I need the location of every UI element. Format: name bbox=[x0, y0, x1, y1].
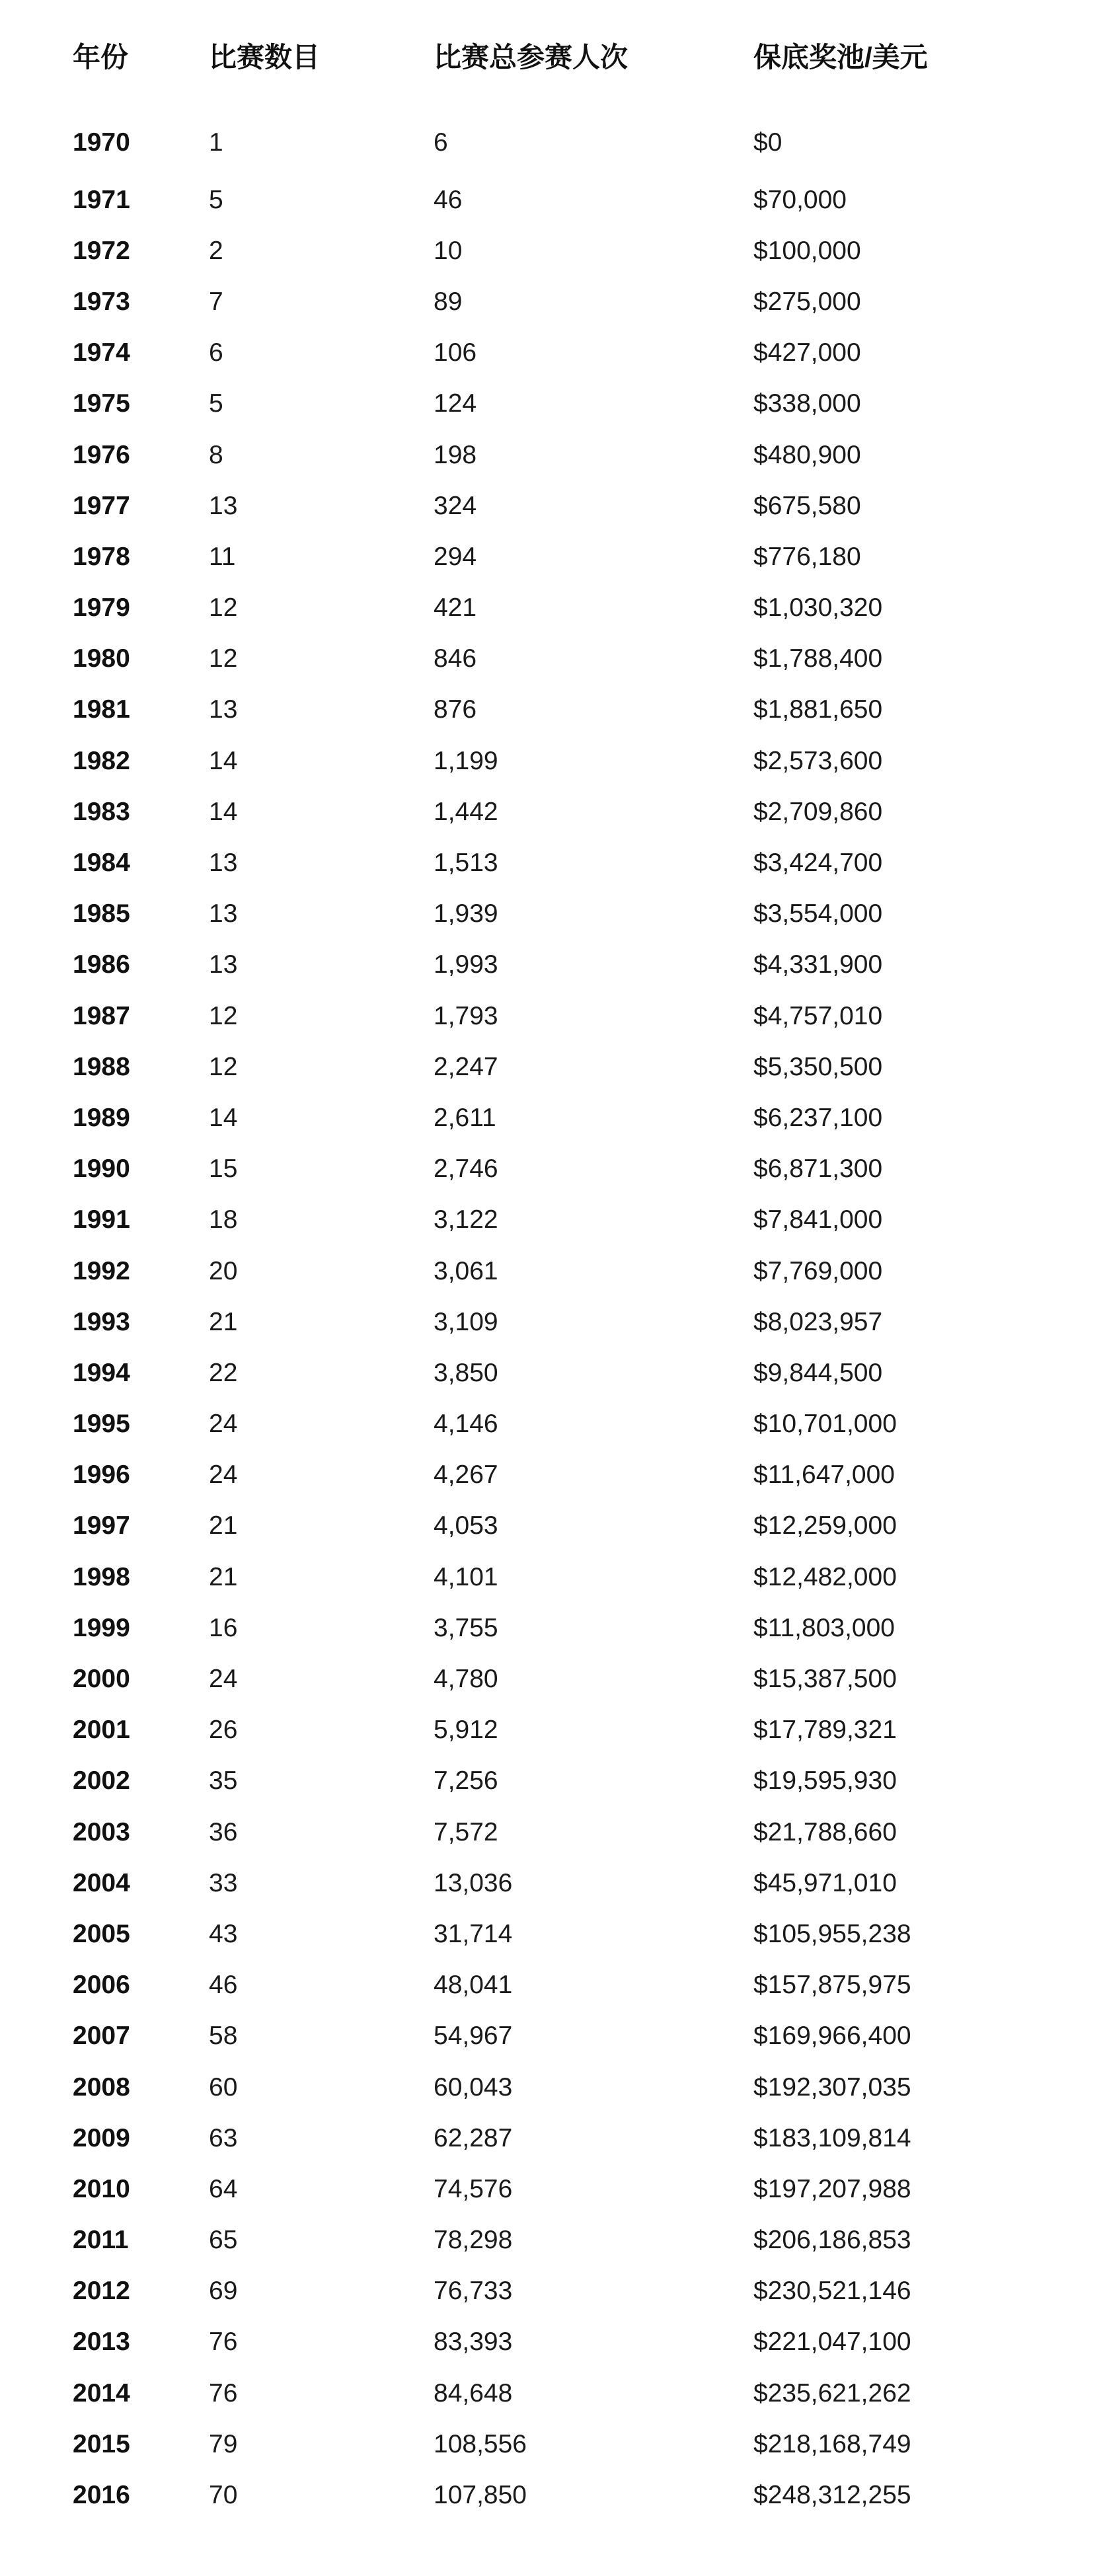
cell-year: 1974 bbox=[73, 338, 130, 367]
cell-prize-pool: $275,000 bbox=[753, 287, 861, 316]
cell-prize-pool: $4,331,900 bbox=[753, 950, 883, 979]
cell-prize-pool: $197,207,988 bbox=[753, 2174, 911, 2203]
cell-year: 2010 bbox=[73, 2174, 130, 2203]
table-row bbox=[0, 736, 1105, 786]
cell-prize-pool: $100,000 bbox=[753, 236, 861, 265]
table-row bbox=[0, 111, 1105, 174]
cell-event-count: 24 bbox=[209, 1410, 238, 1439]
cell-event-count: 43 bbox=[209, 1919, 238, 1948]
cell-prize-pool: $2,709,860 bbox=[753, 797, 883, 826]
cell-year: 2015 bbox=[73, 2429, 130, 2458]
cell-prize-pool: $427,000 bbox=[753, 338, 861, 367]
cell-prize-pool: $12,259,000 bbox=[753, 1511, 897, 1540]
table-row bbox=[0, 2368, 1105, 2419]
cell-event-count: 22 bbox=[209, 1358, 238, 1387]
table-row bbox=[0, 1042, 1105, 1092]
cell-year: 1995 bbox=[73, 1410, 130, 1439]
table-row bbox=[0, 1756, 1105, 1807]
cell-year: 1996 bbox=[73, 1460, 130, 1490]
cell-prize-pool: $218,168,749 bbox=[753, 2429, 911, 2458]
cell-year: 1988 bbox=[73, 1052, 130, 1081]
cell-total-entries: 83,393 bbox=[434, 2328, 513, 2357]
cell-year: 2006 bbox=[73, 1971, 130, 2000]
cell-total-entries: 76,733 bbox=[434, 2277, 513, 2306]
cell-event-count: 76 bbox=[209, 2378, 238, 2407]
header-prize-pool: 保底奖池/美元 bbox=[753, 42, 928, 73]
cell-year: 1985 bbox=[73, 899, 130, 928]
cell-total-entries: 1,993 bbox=[434, 950, 498, 979]
table-row bbox=[0, 2011, 1105, 2062]
cell-prize-pool: $3,554,000 bbox=[753, 899, 883, 928]
cell-prize-pool: $183,109,814 bbox=[753, 2123, 911, 2152]
cell-total-entries: 1,199 bbox=[434, 746, 498, 775]
table-row bbox=[0, 174, 1105, 225]
cell-year: 1980 bbox=[73, 644, 130, 673]
table-row bbox=[0, 583, 1105, 634]
cell-prize-pool: $45,971,010 bbox=[753, 1868, 897, 1897]
cell-event-count: 12 bbox=[209, 593, 238, 623]
cell-year: 2013 bbox=[73, 2328, 130, 2357]
cell-prize-pool: $235,621,262 bbox=[753, 2378, 911, 2407]
cell-event-count: 20 bbox=[209, 1256, 238, 1285]
cell-year: 1972 bbox=[73, 236, 130, 265]
table-row bbox=[0, 940, 1105, 991]
cell-prize-pool: $9,844,500 bbox=[753, 1358, 883, 1387]
cell-event-count: 13 bbox=[209, 695, 238, 724]
table-row bbox=[0, 1603, 1105, 1653]
table-row bbox=[0, 1807, 1105, 1858]
cell-event-count: 5 bbox=[209, 389, 223, 418]
cell-total-entries: 3,109 bbox=[434, 1307, 498, 1336]
cell-prize-pool: $12,482,000 bbox=[753, 1562, 897, 1591]
cell-year: 2008 bbox=[73, 2072, 130, 2102]
cell-event-count: 6 bbox=[209, 338, 223, 367]
cell-total-entries: 876 bbox=[434, 695, 477, 724]
table-row bbox=[0, 2419, 1105, 2470]
cell-event-count: 79 bbox=[209, 2429, 238, 2458]
cell-year: 1983 bbox=[73, 797, 130, 826]
cell-total-entries: 2,746 bbox=[434, 1155, 498, 1184]
table-row bbox=[0, 531, 1105, 582]
cell-event-count: 7 bbox=[209, 287, 223, 316]
table-row bbox=[0, 225, 1105, 276]
cell-prize-pool: $2,573,600 bbox=[753, 746, 883, 775]
cell-year: 1998 bbox=[73, 1562, 130, 1591]
cell-year: 2011 bbox=[73, 2226, 129, 2255]
cell-prize-pool: $1,030,320 bbox=[753, 593, 883, 623]
table-row bbox=[0, 1144, 1105, 1195]
cell-total-entries: 7,572 bbox=[434, 1817, 498, 1846]
cell-total-entries: 46 bbox=[434, 185, 463, 214]
table-header bbox=[0, 0, 1105, 111]
table-row bbox=[0, 2062, 1105, 2113]
cell-total-entries: 421 bbox=[434, 593, 477, 623]
table-row bbox=[0, 276, 1105, 327]
cell-prize-pool: $157,875,975 bbox=[753, 1971, 911, 2000]
cell-prize-pool: $221,047,100 bbox=[753, 2328, 911, 2357]
cell-year: 1992 bbox=[73, 1256, 130, 1285]
cell-total-entries: 1,939 bbox=[434, 899, 498, 928]
cell-prize-pool: $338,000 bbox=[753, 389, 861, 418]
cell-total-entries: 62,287 bbox=[434, 2123, 513, 2152]
cell-event-count: 2 bbox=[209, 236, 223, 265]
cell-total-entries: 1,793 bbox=[434, 1001, 498, 1030]
cell-event-count: 12 bbox=[209, 1052, 238, 1081]
cell-total-entries: 124 bbox=[434, 389, 477, 418]
cell-total-entries: 4,101 bbox=[434, 1562, 498, 1591]
cell-year: 1987 bbox=[73, 1001, 130, 1030]
table-row bbox=[0, 1399, 1105, 1450]
cell-event-count: 65 bbox=[209, 2226, 238, 2255]
cell-year: 2003 bbox=[73, 1817, 130, 1846]
table-row bbox=[0, 1347, 1105, 1398]
cell-prize-pool: $7,769,000 bbox=[753, 1256, 883, 1285]
cell-total-entries: 4,267 bbox=[434, 1460, 498, 1490]
cell-year: 1975 bbox=[73, 389, 130, 418]
table-row bbox=[0, 1653, 1105, 1704]
cell-event-count: 58 bbox=[209, 2022, 238, 2051]
cell-year: 1999 bbox=[73, 1613, 130, 1642]
cell-event-count: 8 bbox=[209, 440, 223, 469]
cell-total-entries: 1,513 bbox=[434, 849, 498, 878]
cell-event-count: 13 bbox=[209, 950, 238, 979]
cell-year: 1977 bbox=[73, 491, 130, 520]
header-total-entries: 比赛总参赛人次 bbox=[434, 42, 629, 73]
cell-total-entries: 5,912 bbox=[434, 1716, 498, 1745]
cell-total-entries: 31,714 bbox=[434, 1919, 513, 1948]
cell-event-count: 14 bbox=[209, 746, 238, 775]
cell-event-count: 14 bbox=[209, 797, 238, 826]
cell-event-count: 26 bbox=[209, 1716, 238, 1745]
cell-total-entries: 4,780 bbox=[434, 1665, 498, 1694]
cell-total-entries: 294 bbox=[434, 542, 477, 571]
cell-year: 1982 bbox=[73, 746, 130, 775]
cell-event-count: 16 bbox=[209, 1613, 238, 1642]
table-row bbox=[0, 837, 1105, 888]
cell-year: 1970 bbox=[73, 128, 130, 157]
cell-total-entries: 3,122 bbox=[434, 1205, 498, 1234]
table-row bbox=[0, 430, 1105, 480]
cell-year: 1986 bbox=[73, 950, 130, 979]
cell-event-count: 5 bbox=[209, 185, 223, 214]
table-row bbox=[0, 1960, 1105, 2011]
cell-prize-pool: $0 bbox=[753, 128, 782, 157]
cell-prize-pool: $675,580 bbox=[753, 491, 861, 520]
cell-year: 1984 bbox=[73, 849, 130, 878]
cell-prize-pool: $17,789,321 bbox=[753, 1716, 897, 1745]
table-row bbox=[0, 2164, 1105, 2215]
cell-total-entries: 74,576 bbox=[434, 2174, 513, 2203]
table-row bbox=[0, 2113, 1105, 2164]
cell-year: 2005 bbox=[73, 1919, 130, 1948]
cell-year: 1978 bbox=[73, 542, 130, 571]
cell-year: 2007 bbox=[73, 2022, 130, 2051]
cell-year: 2012 bbox=[73, 2277, 130, 2306]
table-row bbox=[0, 379, 1105, 430]
cell-prize-pool: $105,955,238 bbox=[753, 1919, 911, 1948]
cell-event-count: 13 bbox=[209, 899, 238, 928]
cell-total-entries: 4,146 bbox=[434, 1410, 498, 1439]
table-row bbox=[0, 1552, 1105, 1603]
cell-total-entries: 107,850 bbox=[434, 2481, 527, 2510]
header-event-count: 比赛数目 bbox=[209, 42, 321, 73]
table-row bbox=[0, 328, 1105, 379]
table-row bbox=[0, 1705, 1105, 1756]
cell-event-count: 14 bbox=[209, 1103, 238, 1132]
cell-prize-pool: $11,803,000 bbox=[753, 1613, 895, 1642]
cell-total-entries: 10 bbox=[434, 236, 463, 265]
cell-year: 1973 bbox=[73, 287, 130, 316]
cell-total-entries: 3,061 bbox=[434, 1256, 498, 1285]
cell-event-count: 15 bbox=[209, 1155, 238, 1184]
cell-prize-pool: $4,757,010 bbox=[753, 1001, 883, 1030]
cell-prize-pool: $1,881,650 bbox=[753, 695, 883, 724]
cell-event-count: 1 bbox=[209, 128, 223, 157]
cell-year: 1976 bbox=[73, 440, 130, 469]
cell-total-entries: 6 bbox=[434, 128, 448, 157]
cell-total-entries: 7,256 bbox=[434, 1766, 498, 1796]
cell-total-entries: 54,967 bbox=[434, 2022, 513, 2051]
cell-prize-pool: $5,350,500 bbox=[753, 1052, 883, 1081]
cell-prize-pool: $1,788,400 bbox=[753, 644, 883, 673]
cell-prize-pool: $7,841,000 bbox=[753, 1205, 883, 1234]
table-row bbox=[0, 634, 1105, 685]
cell-event-count: 33 bbox=[209, 1868, 238, 1897]
table-row bbox=[0, 1501, 1105, 1552]
cell-year: 1989 bbox=[73, 1103, 130, 1132]
table-row bbox=[0, 1195, 1105, 1246]
cell-event-count: 21 bbox=[209, 1562, 238, 1591]
cell-event-count: 70 bbox=[209, 2481, 238, 2510]
cell-prize-pool: $776,180 bbox=[753, 542, 861, 571]
table-row bbox=[0, 786, 1105, 837]
cell-year: 2014 bbox=[73, 2378, 130, 2407]
cell-event-count: 11 bbox=[209, 542, 236, 571]
table-row bbox=[0, 1092, 1105, 1143]
table-row bbox=[0, 1246, 1105, 1297]
cell-total-entries: 106 bbox=[434, 338, 477, 367]
cell-total-entries: 60,043 bbox=[434, 2072, 513, 2102]
cell-event-count: 63 bbox=[209, 2123, 238, 2152]
cell-total-entries: 324 bbox=[434, 491, 477, 520]
cell-prize-pool: $230,521,146 bbox=[753, 2277, 911, 2306]
cell-total-entries: 2,247 bbox=[434, 1052, 498, 1081]
cell-prize-pool: $11,647,000 bbox=[753, 1460, 895, 1490]
cell-event-count: 21 bbox=[209, 1307, 238, 1336]
cell-event-count: 24 bbox=[209, 1665, 238, 1694]
cell-prize-pool: $15,387,500 bbox=[753, 1665, 897, 1694]
cell-total-entries: 4,053 bbox=[434, 1511, 498, 1540]
cell-total-entries: 108,556 bbox=[434, 2429, 527, 2458]
cell-total-entries: 2,611 bbox=[434, 1103, 496, 1132]
cell-event-count: 76 bbox=[209, 2328, 238, 2357]
cell-year: 1994 bbox=[73, 1358, 130, 1387]
cell-year: 2002 bbox=[73, 1766, 130, 1796]
cell-year: 1997 bbox=[73, 1511, 130, 1540]
table-row bbox=[0, 1858, 1105, 1909]
header-row bbox=[0, 0, 1105, 111]
cell-year: 1990 bbox=[73, 1155, 130, 1184]
table-body bbox=[0, 111, 1105, 2521]
table-row bbox=[0, 1450, 1105, 1501]
cell-year: 2001 bbox=[73, 1716, 130, 1745]
table-row bbox=[0, 1297, 1105, 1347]
table-row bbox=[0, 685, 1105, 736]
cell-total-entries: 89 bbox=[434, 287, 463, 316]
cell-prize-pool: $480,900 bbox=[753, 440, 861, 469]
cell-year: 1993 bbox=[73, 1307, 130, 1336]
cell-total-entries: 84,648 bbox=[434, 2378, 513, 2407]
cell-event-count: 36 bbox=[209, 1817, 238, 1846]
table-row bbox=[0, 2470, 1105, 2520]
cell-year: 2009 bbox=[73, 2123, 130, 2152]
cell-year: 2004 bbox=[73, 1868, 130, 1897]
table-row bbox=[0, 480, 1105, 531]
cell-event-count: 21 bbox=[209, 1511, 238, 1540]
header-year: 年份 bbox=[73, 42, 129, 73]
table-row bbox=[0, 991, 1105, 1042]
cell-event-count: 35 bbox=[209, 1766, 238, 1796]
table-row bbox=[0, 2317, 1105, 2368]
cell-total-entries: 1,442 bbox=[434, 797, 498, 826]
cell-event-count: 12 bbox=[209, 1001, 238, 1030]
table-row bbox=[0, 2266, 1105, 2317]
cell-prize-pool: $8,023,957 bbox=[753, 1307, 883, 1336]
cell-event-count: 69 bbox=[209, 2277, 238, 2306]
cell-prize-pool: $169,966,400 bbox=[753, 2022, 911, 2051]
cell-total-entries: 3,755 bbox=[434, 1613, 498, 1642]
cell-year: 2000 bbox=[73, 1665, 130, 1694]
cell-prize-pool: $19,595,930 bbox=[753, 1766, 897, 1796]
cell-event-count: 46 bbox=[209, 1971, 238, 2000]
table-row bbox=[0, 889, 1105, 940]
cell-event-count: 12 bbox=[209, 644, 238, 673]
cell-prize-pool: $192,307,035 bbox=[753, 2072, 911, 2102]
table-row bbox=[0, 1909, 1105, 1959]
cell-prize-pool: $6,237,100 bbox=[753, 1103, 883, 1132]
cell-event-count: 18 bbox=[209, 1205, 238, 1234]
cell-year: 1981 bbox=[73, 695, 130, 724]
cell-prize-pool: $6,871,300 bbox=[753, 1155, 883, 1184]
cell-total-entries: 198 bbox=[434, 440, 477, 469]
cell-year: 1991 bbox=[73, 1205, 130, 1234]
cell-total-entries: 13,036 bbox=[434, 1868, 513, 1897]
cell-year: 1971 bbox=[73, 185, 130, 214]
cell-event-count: 24 bbox=[209, 1460, 238, 1490]
cell-total-entries: 846 bbox=[434, 644, 477, 673]
cell-prize-pool: $10,701,000 bbox=[753, 1410, 897, 1439]
cell-prize-pool: $206,186,853 bbox=[753, 2226, 911, 2255]
cell-event-count: 13 bbox=[209, 491, 238, 520]
cell-event-count: 13 bbox=[209, 849, 238, 878]
cell-total-entries: 48,041 bbox=[434, 1971, 513, 2000]
cell-year: 1979 bbox=[73, 593, 130, 623]
cell-total-entries: 78,298 bbox=[434, 2226, 513, 2255]
cell-event-count: 64 bbox=[209, 2174, 238, 2203]
table-row bbox=[0, 2215, 1105, 2266]
cell-prize-pool: $70,000 bbox=[753, 185, 847, 214]
cell-total-entries: 3,850 bbox=[434, 1358, 498, 1387]
cell-prize-pool: $21,788,660 bbox=[753, 1817, 897, 1846]
cell-event-count: 60 bbox=[209, 2072, 238, 2102]
cell-prize-pool: $248,312,255 bbox=[753, 2481, 911, 2510]
cell-year: 2016 bbox=[73, 2481, 130, 2510]
cell-prize-pool: $3,424,700 bbox=[753, 849, 883, 878]
